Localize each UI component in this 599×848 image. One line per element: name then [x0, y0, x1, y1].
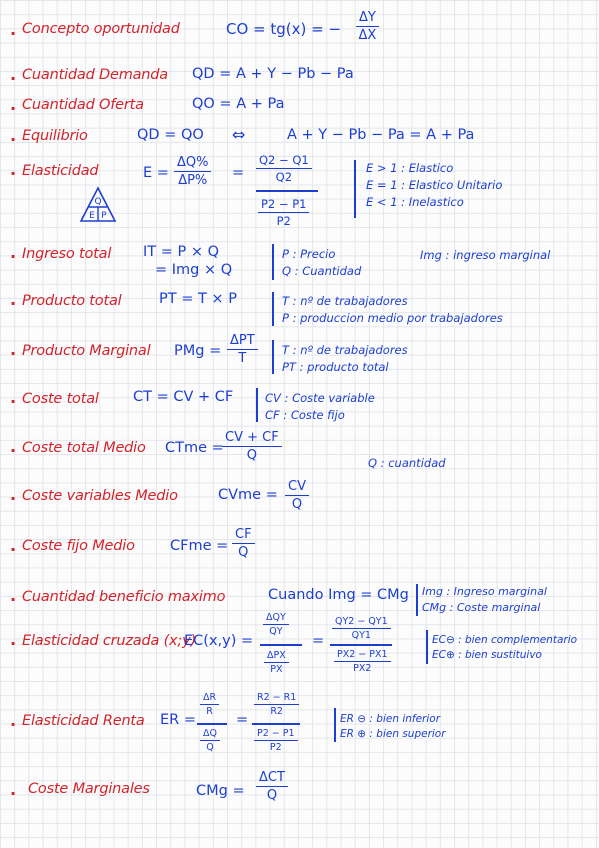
notes-coste-total [265, 390, 375, 424]
fraction-cmg [256, 770, 288, 803]
note-item: E < 1 : Inelastico [366, 195, 464, 209]
fraction-cfme [232, 527, 255, 560]
fraction-ec-bottom [264, 650, 289, 675]
divider [272, 244, 274, 280]
numerator: ΔR [200, 692, 219, 705]
bullet: . [10, 243, 17, 262]
divider [334, 708, 336, 742]
denominator: Q [291, 497, 303, 512]
note-item: T : nº de trabajadores [282, 343, 408, 357]
bullet: . [10, 586, 17, 605]
notes-elasticidad [366, 160, 502, 211]
main-fraction-bar [197, 723, 227, 725]
heading-demanda: Cuantidad Demanda [22, 67, 168, 83]
bullet: . [10, 65, 17, 84]
denominator: Q [266, 788, 278, 803]
notes-producto-total [282, 293, 503, 327]
divider [272, 292, 274, 326]
divider [354, 160, 356, 218]
denominator: R [206, 706, 213, 717]
heading-coste-marginal: Coste Marginales [28, 781, 150, 797]
main-fraction-bar [256, 190, 318, 192]
heading-oferta: Cuantidad Oferta [22, 97, 144, 113]
main-fraction-bar [252, 723, 300, 725]
notes-cruzada [432, 633, 577, 663]
fraction-ec-top [263, 612, 289, 637]
formula-cvme-lhs: CVme = [218, 487, 278, 503]
denominator: Q [206, 742, 214, 753]
heading-coste-variables-medio: Coste variables Medio [22, 488, 178, 504]
bullet: . [10, 437, 17, 456]
denominator: QY1 [351, 630, 371, 641]
fraction-elasticidad [174, 155, 211, 188]
formula-beneficio: Cuando Img = CMg [268, 587, 409, 603]
numerator: P2 − P1 [254, 728, 298, 741]
heading-equilibrio: Equilibrio [22, 128, 88, 144]
fraction-er2-bottom [254, 728, 298, 753]
note-item: P : Precio [282, 247, 336, 261]
formula-producto-total: PT = T × P [159, 291, 237, 307]
note-item: E > 1 : Elastico [366, 161, 454, 175]
formula-ec-lhs: EC(x,y) = [184, 633, 254, 649]
formula-ingreso-line1: IT = P × Q [143, 244, 220, 260]
fraction-pmg [227, 333, 258, 366]
bullet: . [10, 126, 17, 145]
numerator: ΔCT [256, 770, 288, 787]
bullet: . [10, 388, 17, 407]
note-item: CV : Coste variable [265, 391, 375, 405]
denominator: Q [246, 448, 257, 463]
fraction-cvme [285, 479, 309, 512]
formula-ctme-lhs: CTme = [165, 440, 224, 456]
heading-cruzada: Elasticidad cruzada (x;y) [22, 633, 196, 649]
denominator: ΔX [358, 28, 377, 43]
note-item: EC⊕ : bien sustituivo [432, 649, 542, 661]
denominator: PX [270, 664, 283, 675]
heading-coste-fijo-medio: Coste fijo Medio [22, 538, 135, 554]
formula-equilibrio-rhs: A + Y − Pb − Pa = A + Pa [287, 127, 475, 143]
equals-sign: = [232, 165, 245, 181]
numerator: QY2 − QY1 [332, 616, 391, 629]
heading-concepto: Concepto oportunidad [22, 21, 180, 37]
note-cuantidad: Q : cuantidad [368, 456, 446, 470]
numerator: P2 − P1 [258, 197, 309, 213]
bullet: . [10, 160, 17, 179]
formula-pmg-lhs: PMg = [174, 343, 222, 359]
denominator: PX2 [353, 663, 372, 674]
denominator: P2 [269, 742, 282, 753]
note-item: CMg : Coste marginal [422, 601, 541, 614]
equals-sign: = [312, 633, 325, 649]
note-item: EC⊖ : bien complementario [432, 634, 578, 646]
fraction-ctme [222, 430, 282, 463]
divider [272, 340, 274, 374]
note-item: T : nº de trabajadores [282, 294, 408, 308]
note-item: P : produccion medio por trabajadores [282, 311, 503, 325]
formula-cmg-lhs: CMg = [196, 783, 245, 799]
denominator: ΔP% [178, 173, 208, 188]
fraction-er-bottom [200, 728, 220, 753]
heading-renta: Elasticidad Renta [22, 713, 145, 729]
bullet: . [10, 20, 17, 39]
equals-sign: = [236, 712, 249, 728]
note-item: Q : Cuantidad [282, 264, 362, 278]
note-item: ER ⊖ : bien inferior [340, 713, 441, 725]
note-item: Img : Ingreso marginal [422, 585, 547, 598]
bullet: . [10, 536, 17, 555]
formula-coste-total: CT = CV + CF [133, 389, 234, 405]
denominator: QY [269, 626, 283, 637]
numerator: ΔQ% [174, 155, 211, 172]
heading-coste-total-medio: Coste total Medio [22, 440, 146, 456]
fraction-er-top [200, 692, 219, 717]
heading-ingreso: Ingreso total [22, 246, 112, 262]
bullet: . [10, 630, 17, 649]
fraction-er2-top [254, 692, 299, 717]
triangle-q: Q [94, 197, 102, 207]
numerator: ΔQY [263, 612, 289, 625]
note-item: PT : producto total [282, 360, 389, 374]
denominator: Q2 [275, 170, 293, 184]
formula-ingreso-line2: = Img × Q [155, 262, 233, 278]
numerator: PX2 − PX1 [334, 649, 391, 662]
numerator: CV [285, 479, 309, 496]
fraction-concepto [356, 10, 379, 43]
divider [256, 388, 258, 422]
notes-pmg [282, 342, 408, 376]
fraction-elasticidad-top [256, 153, 312, 184]
numerator: Q2 − Q1 [256, 153, 312, 169]
bullet: . [10, 485, 17, 504]
bullet: . [10, 780, 17, 799]
heading-producto-marginal: Producto Marginal [22, 343, 151, 359]
bullet: . [10, 290, 17, 309]
numerator: R2 − R1 [254, 692, 299, 705]
formula-equilibrio-lhs: QD = QO [137, 127, 204, 143]
notes-ingreso [282, 246, 361, 280]
double-arrow-icon: ⇔ [232, 125, 246, 144]
numerator: CV + CF [222, 430, 282, 447]
bullet: . [10, 711, 17, 730]
formula-er-lhs: ER = [160, 712, 196, 728]
numerator: ΔQ [200, 728, 220, 741]
epq-triangle-icon [79, 186, 117, 224]
heading-elasticidad: Elasticidad [22, 163, 99, 179]
main-fraction-bar [330, 644, 392, 646]
formula-demanda: QD = A + Y − Pb − Pa [192, 66, 354, 82]
numerator: ΔY [356, 10, 379, 27]
formula-elasticidad-lhs: E = [143, 165, 169, 181]
heading-beneficio: Cuantidad beneficio maximo [22, 589, 226, 605]
formula-oferta: QO = A + Pa [192, 96, 285, 112]
numerator: CF [232, 527, 255, 544]
notes-beneficio [422, 584, 547, 616]
formula-cfme-lhs: CFme = [170, 538, 229, 554]
triangle-p: P [101, 211, 107, 221]
numerator: ΔPT [227, 333, 258, 350]
bullet: . [10, 95, 17, 114]
note-img: Img : ingreso marginal [420, 248, 551, 262]
formula-concepto: CO = tg(x) = − [226, 20, 342, 38]
fraction-ec2-top [332, 616, 391, 641]
denominator: P2 [276, 214, 291, 228]
divider [426, 630, 428, 664]
note-item: ER ⊕ : bien superior [340, 728, 446, 740]
fraction-ec2-bottom [334, 649, 391, 674]
bullet: . [10, 340, 17, 359]
note-item: CF : Coste fijo [265, 408, 345, 422]
note-item: E = 1 : Elastico Unitario [366, 178, 503, 192]
numerator: ΔPX [264, 650, 289, 663]
denominator: R2 [270, 706, 283, 717]
heading-coste-total: Coste total [22, 391, 99, 407]
denominator: T [238, 351, 247, 366]
divider [416, 584, 418, 616]
fraction-elasticidad-bottom [258, 197, 309, 228]
notes-renta [340, 712, 446, 742]
denominator: Q [238, 545, 249, 560]
triangle-e: E [89, 211, 95, 221]
heading-producto-total: Producto total [22, 293, 122, 309]
main-fraction-bar [260, 644, 302, 646]
